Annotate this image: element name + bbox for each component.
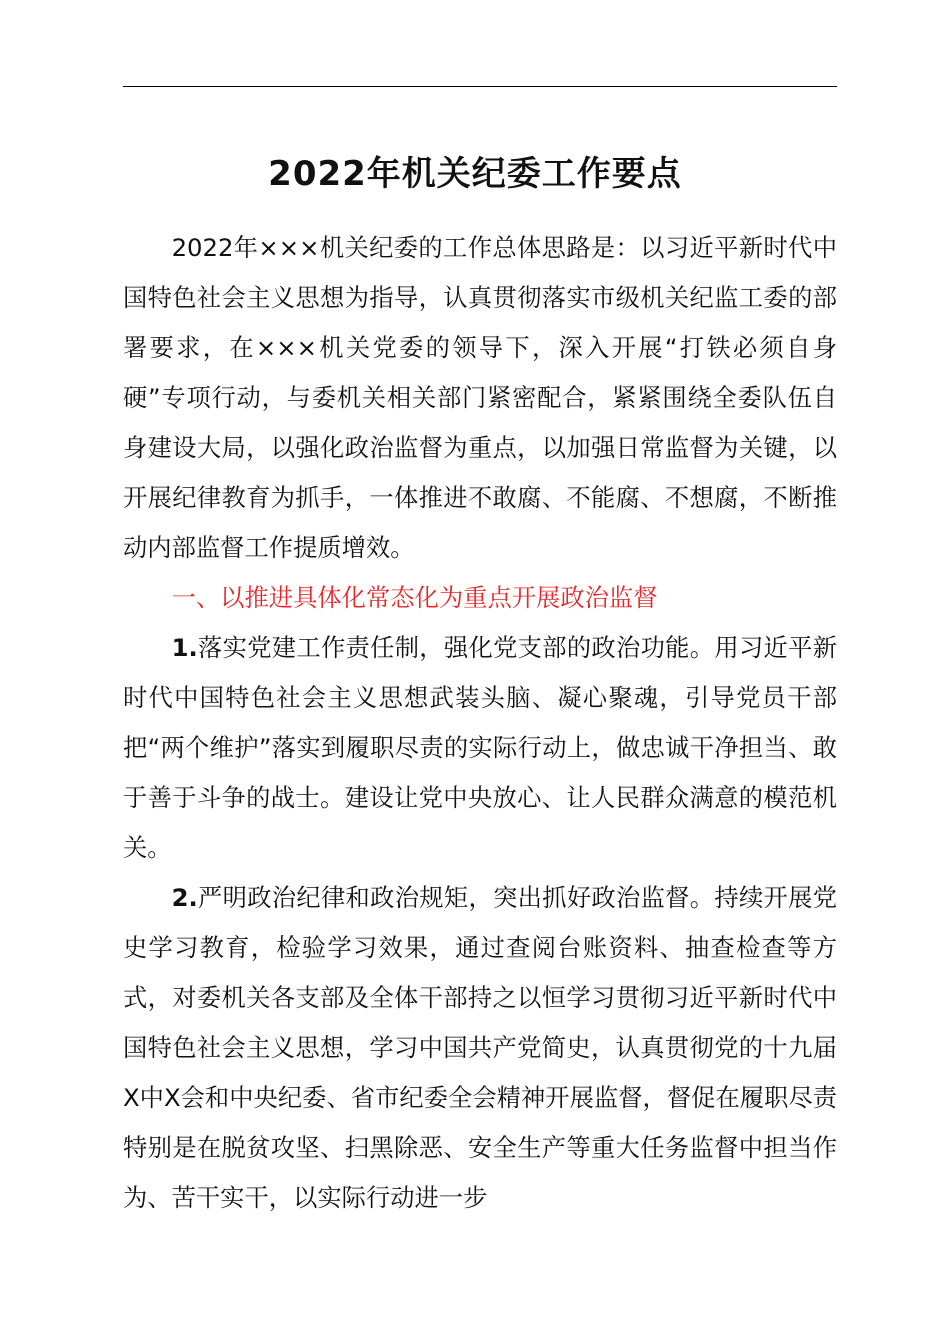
header-rule (123, 86, 837, 87)
section-heading: 一、以推进具体化常态化为重点开展政治监督 (171, 583, 658, 612)
item-number: 2. (171, 883, 198, 912)
document-title: 2022年机关纪委工作要点 (268, 154, 682, 194)
list-item (123, 873, 837, 1223)
intro-paragraph: 2022年×××机关纪委的工作总体思路是：以习近平新时代中国特色社会主义思想为指导，认真贯彻落实市级机关纪监工委的部署要求，在×××机关党委的领导下，深入开展“打铁必须自身硬”专项行动，与委机关相关部门紧密配合，紧紧围绕全委队伍自身建设大局，以强化政治监督为重点，以加强日常监督为关键，以开展纪律教育为抓手，一体推进不敢腐、不能腐、不想腐，不断推动内部监督工作提质增效。 (123, 233, 837, 562)
item-text: 落实党建工作责任制，强化党支部的政治功能。用习近平新时代中国特色社会主义思想武装头脑、凝心聚魂，引导党员干部把“两个维护”落实到履职尽责的实际行动上，做忠诚干净担当、敢于善于斗争的战士。建设让党中央放心、让人民群众满意的模范机关。 (123, 633, 837, 862)
item-number: 1. (171, 633, 198, 662)
item-text: 严明政治纪律和政治规矩，突出抓好政治监督。持续开展党史学习教育，检验学习效果，通过查阅台账资料、抽查检查等方式，对委机关各支部及全体干部持之以恒学习贯彻习近平新时代中国特色社会主义思想，学习中国共产党简史，认真贯彻党的十九届X中X会和中央纪委、省市纪委全会精神开展监督，督促在履职尽责特别是在脱贫攻坚、扫黑除恶、安全生产等重大任务监督中担当作为、苦干实干，以实际行动进一步 (123, 883, 837, 1212)
document-body (123, 223, 837, 1223)
list-item (123, 623, 837, 873)
